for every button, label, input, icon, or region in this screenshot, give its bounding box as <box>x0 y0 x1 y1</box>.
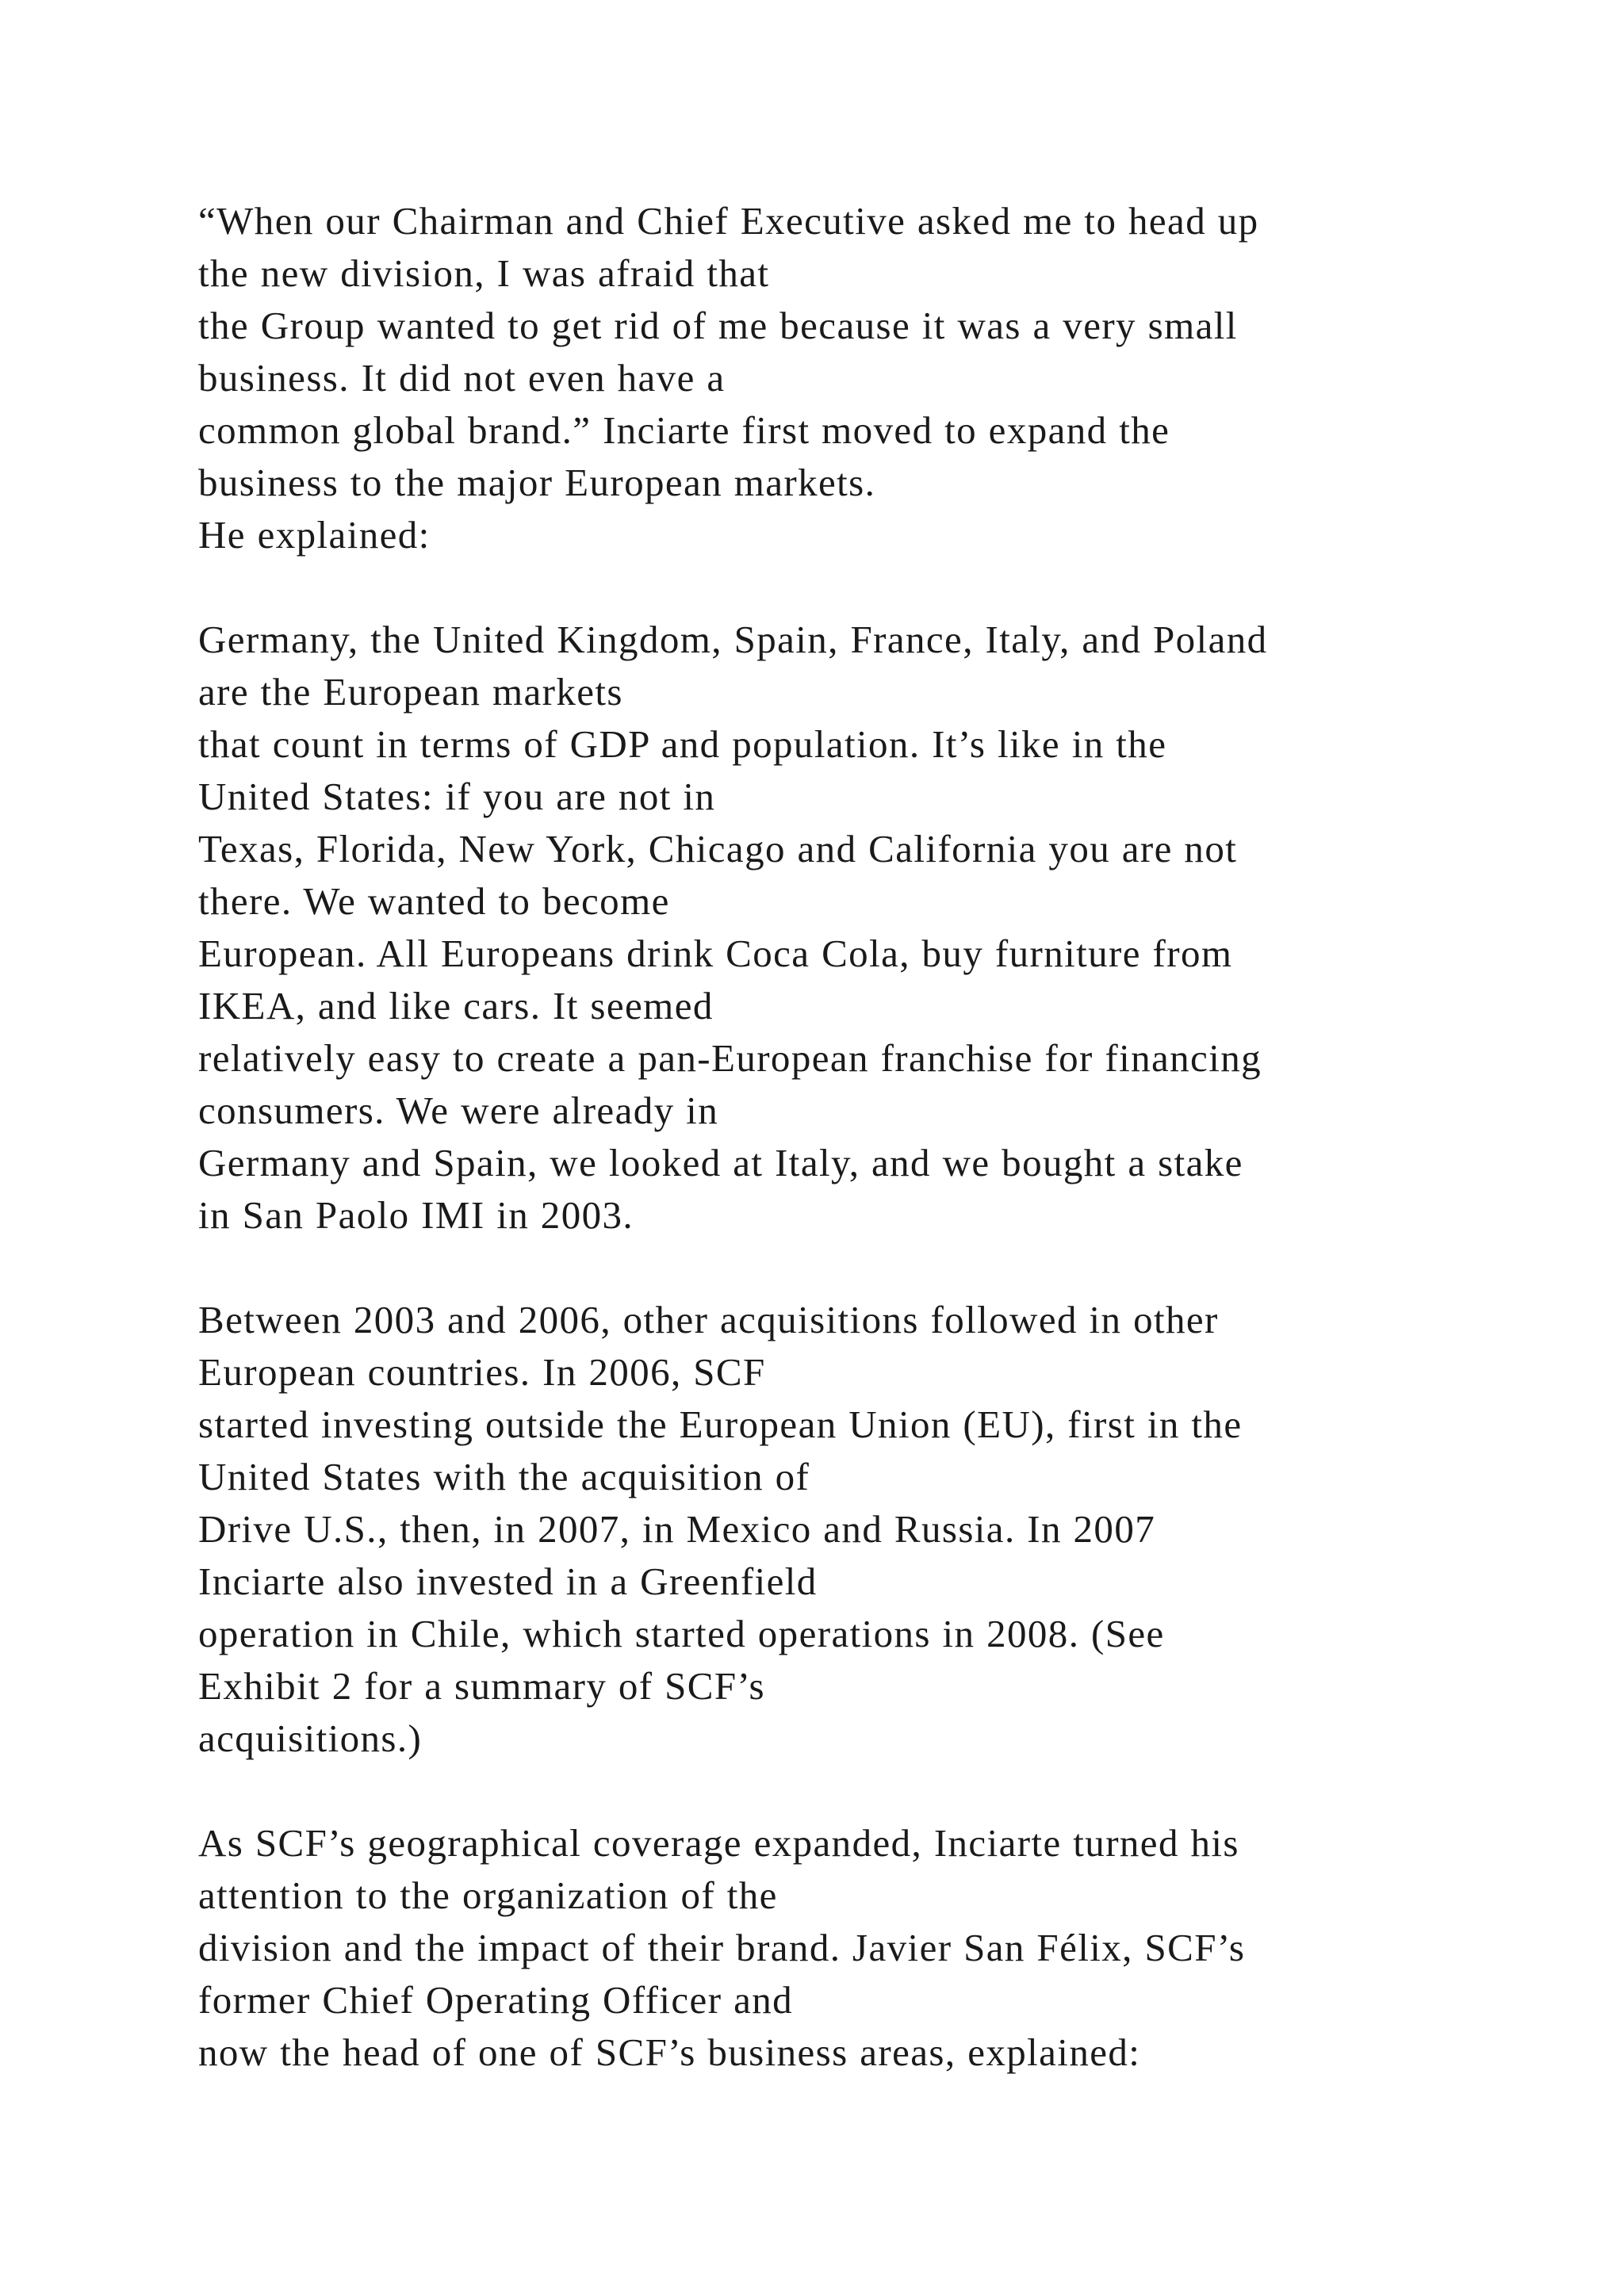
text-line: former Chief Operating Officer and <box>198 1978 794 2022</box>
text-line: started investing outside the European Union (EU), first in the <box>198 1402 1243 1446</box>
text-line: United States with the acquisition of <box>198 1455 810 1498</box>
text-line: Exhibit 2 for a summary of SCF’s <box>198 1664 766 1708</box>
text-line: operation in Chile, which started operations in 2008. (See <box>198 1612 1165 1655</box>
text-line: division and the impact of their brand. Javier San Félix, SCF’s <box>198 1926 1246 1969</box>
paragraph-4 <box>198 1817 1594 2079</box>
paragraph-gap <box>198 561 1594 614</box>
text-line: relatively easy to create a pan-European franchise for financing <box>198 1036 1262 1080</box>
paragraph-gap <box>198 1765 1594 1817</box>
text-line: European countries. In 2006, SCF <box>198 1350 766 1394</box>
text-line: consumers. We were already in <box>198 1089 719 1132</box>
text-line: now the head of one of SCF’s business areas, explained: <box>198 2030 1141 2074</box>
body-text <box>198 195 1594 2079</box>
text-line: the new division, I was afraid that <box>198 251 770 295</box>
text-line: Germany, the United Kingdom, Spain, France, Italy, and Poland <box>198 618 1268 661</box>
text-line: Germany and Spain, we looked at Italy, and we bought a stake <box>198 1141 1243 1184</box>
paragraph-3 <box>198 1294 1594 1765</box>
text-line: Drive U.S., then, in 2007, in Mexico and Russia. In 2007 <box>198 1507 1156 1551</box>
text-line: European. All Europeans drink Coca Cola, buy furniture from <box>198 932 1233 975</box>
text-line: Between 2003 and 2006, other acquisitions followed in other <box>198 1298 1219 1341</box>
text-line: He explained: <box>198 513 431 557</box>
text-line: Inciarte also invested in a Greenfield <box>198 1559 818 1603</box>
text-line: attention to the organization of the <box>198 1873 778 1917</box>
paragraph-2 <box>198 614 1594 1242</box>
paragraph-1 <box>198 195 1594 561</box>
text-line: there. We wanted to become <box>198 879 670 923</box>
text-line: business. It did not even have a <box>198 356 726 400</box>
text-line: As SCF’s geographical coverage expanded, Inciarte turned his <box>198 1821 1239 1865</box>
text-line: IKEA, and like cars. It seemed <box>198 984 714 1027</box>
text-line: United States: if you are not in <box>198 775 716 818</box>
text-line: that count in terms of GDP and population. It’s like in the <box>198 722 1167 766</box>
text-line: in San Paolo IMI in 2003. <box>198 1193 634 1237</box>
text-line: “When our Chairman and Chief Executive asked me to head up <box>198 199 1259 243</box>
text-line: acquisitions.) <box>198 1716 423 1760</box>
text-line: common global brand.” Inciarte first moved to expand the <box>198 408 1170 452</box>
paragraph-gap <box>198 1242 1594 1294</box>
text-line: are the European markets <box>198 670 623 714</box>
text-line: business to the major European markets. <box>198 461 876 504</box>
text-line: the Group wanted to get rid of me because it was a very small <box>198 304 1238 347</box>
text-line: Texas, Florida, New York, Chicago and California you are not <box>198 827 1238 871</box>
